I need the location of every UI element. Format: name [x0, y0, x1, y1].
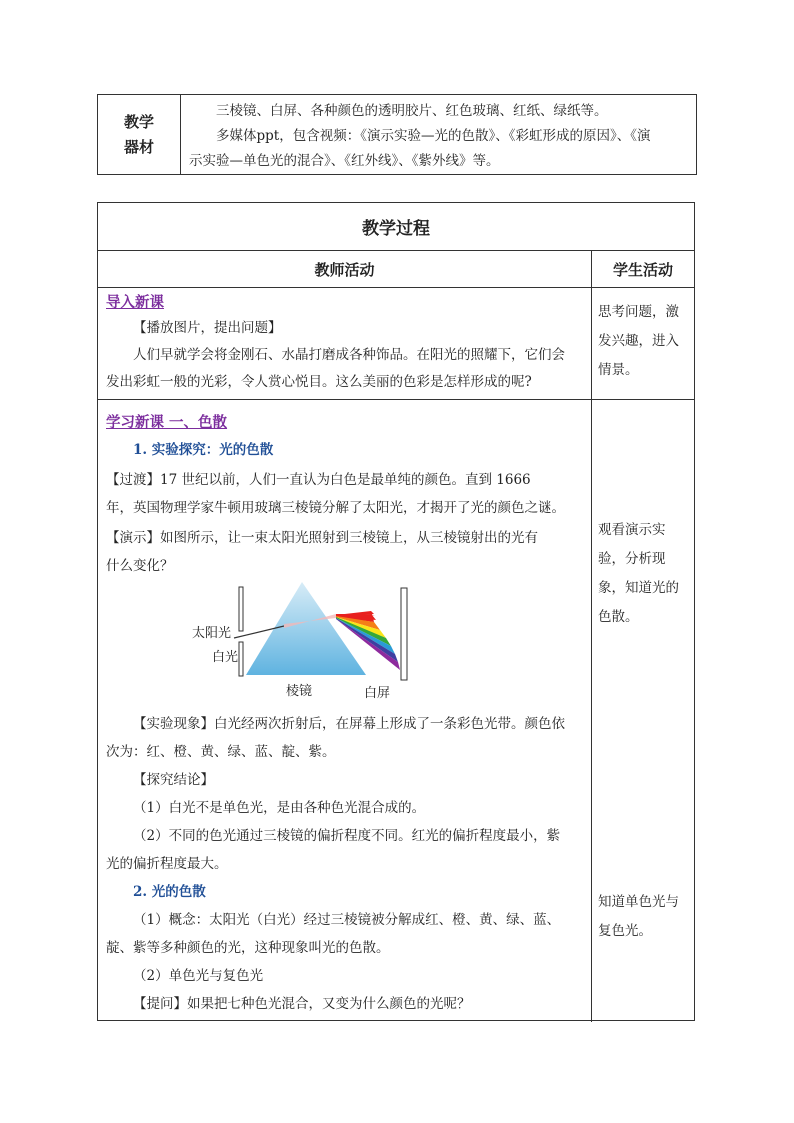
student-a-line1: 观看演示实	[598, 522, 666, 538]
student-b-line2: 复色光。	[598, 923, 652, 939]
materials-body	[181, 95, 696, 174]
intro-text1: 人们早就学会将金刚石、水晶打磨成各种饰品。在阳光的照耀下，它们会	[133, 347, 565, 363]
student-a-line4: 色散。	[598, 609, 639, 625]
transition-line1: 【过渡】17 世纪以前，人们一直认为白色是最单纯的颜色。直到 1666	[106, 472, 531, 488]
conclusion-2b: 光的偏折程度最大。	[106, 856, 228, 872]
learn-student-block-a	[592, 512, 683, 632]
intro-prompt: 【播放图片，提出问题】	[133, 320, 282, 336]
materials-header-line1: 教学	[123, 112, 154, 131]
process-title: 教学过程	[98, 203, 694, 251]
teacher-column-header: 教师活动	[98, 251, 592, 287]
student-b-line1: 知道单色光与	[598, 894, 679, 910]
materials-line2: 多媒体ppt，包含视频：《演示实验—光的色散》、《彩虹形成的原因》、《演	[216, 128, 651, 144]
materials-line1: 三棱镜、白屏、各种颜色的透明胶片、红色玻璃、红纸、绿纸等。	[216, 103, 608, 119]
conclusion-heading: 【探究结论】	[133, 772, 214, 788]
learn-student-cell	[592, 400, 694, 1022]
materials-table	[97, 94, 697, 175]
student-column-header: 学生活动	[612, 260, 673, 279]
learn-sub2: 2. 光的色散	[133, 884, 206, 900]
student-a-line3: 象，知道光的	[598, 580, 679, 596]
materials-header	[98, 95, 181, 174]
learn-heading: 学习新课 一、色散	[106, 414, 228, 431]
materials-line3: 示实验—单色光的混合》、《红外线》、《紫外线》等。	[189, 153, 500, 169]
learn-teacher-cell	[98, 400, 592, 1022]
process-table	[97, 202, 695, 1021]
label-prism: 棱镜	[286, 684, 313, 699]
intro-student-line1: 思考问题，激	[598, 304, 679, 320]
label-screen: 白屏	[364, 686, 391, 701]
learn-student-block-b	[592, 884, 683, 946]
learn-sub1: 1. 实验探究：光的色散	[133, 442, 274, 458]
phenomenon-line2: 次为：红、橙、黄、绿、蓝、靛、紫。	[106, 744, 336, 760]
question-line: 【提问】如果把七种色光混合，又变为什么颜色的光呢？	[133, 996, 471, 1012]
concept-line2: 靛、紫等多种颜色的光，这种现象叫光的色散。	[106, 940, 390, 956]
conclusion-1: （1）白光不是单色光，是由各种色光混合成的。	[133, 800, 426, 816]
slit-barrier-top	[239, 587, 243, 631]
label-white-light: 白光	[212, 650, 239, 665]
intro-student-line3: 情景。	[598, 362, 639, 378]
slit-barrier-bottom	[239, 642, 243, 676]
learn-row	[98, 400, 694, 1022]
column-header-row	[98, 251, 694, 288]
prism-dispersion-figure	[186, 580, 516, 710]
intro-student-cell	[592, 288, 694, 399]
intro-teacher-cell	[98, 288, 592, 399]
intro-text2: 发出彩虹一般的光彩，令人赏心悦目。这么美丽的色彩是怎样形成的呢?	[106, 374, 532, 390]
white-screen	[401, 588, 407, 680]
conclusion-2a: （2）不同的色光通过三棱镜的偏折程度不同。红光的偏折程度最小，紫	[133, 828, 561, 844]
demo-line1: 【演示】如图所示，让一束太阳光照射到三棱镜上，从三棱镜射出的光有	[106, 530, 538, 546]
mono-compound: （2）单色光与复色光	[133, 968, 264, 984]
phenomenon-line1: 【实验现象】白光经两次折射后，在屏幕上形成了一条彩色光带。颜色依	[133, 716, 565, 732]
concept-line1: （1）概念：太阳光（白光）经过三棱镜被分解成红、橙、黄、绿、蓝、	[133, 912, 561, 928]
intro-heading: 导入新课	[106, 294, 164, 311]
intro-row	[98, 288, 694, 400]
demo-line2: 什么变化？	[106, 558, 174, 574]
transition-line2: 年，英国物理学家牛顿用玻璃三棱镜分解了太阳光，才揭开了光的颜色之谜。	[106, 500, 565, 516]
materials-header-line2: 器材	[123, 137, 154, 156]
student-a-line2: 验，分析现	[598, 551, 666, 567]
prism-diagram	[186, 580, 516, 710]
label-sunlight: 太阳光	[192, 626, 232, 641]
intro-student-line2: 发兴趣，进入	[598, 333, 679, 349]
